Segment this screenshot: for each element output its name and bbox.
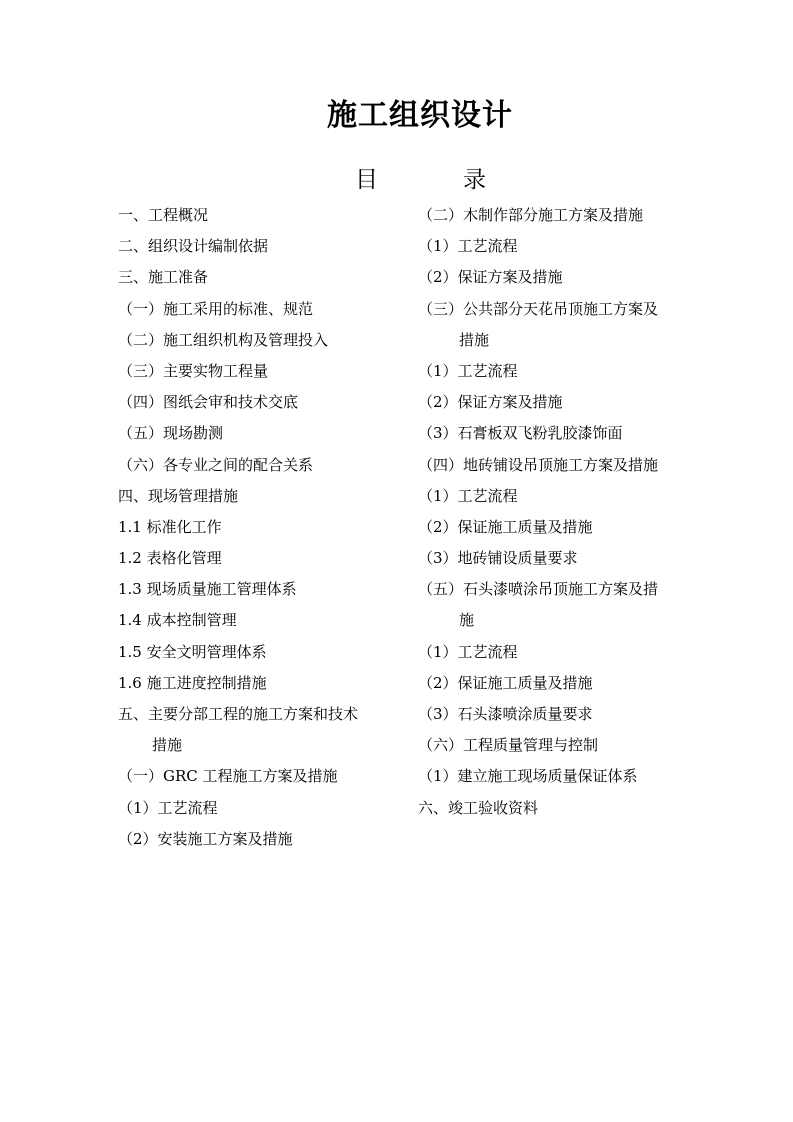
toc-entry: （1）工艺流程: [418, 486, 518, 505]
toc-entry: （六）工程质量管理与控制: [418, 736, 599, 755]
toc-entry-continuation: 措施: [459, 330, 490, 349]
toc-entry: 1.2 表格化管理: [118, 549, 222, 568]
toc-entry: 六、竣工验收资料: [418, 798, 539, 817]
toc-entry: （四）地砖铺设吊顶施工方案及措施: [418, 455, 659, 474]
toc-entry: 1.3 现场质量施工管理体系: [118, 580, 297, 599]
toc-entry: （1）工艺流程: [418, 642, 518, 661]
toc-entry: 1.1 标准化工作: [118, 517, 222, 536]
toc-entry: （一）GRC 工程施工方案及措施: [118, 767, 338, 786]
toc-entry: （四）图纸会审和技术交底: [118, 393, 299, 412]
toc-entry: （2）安装施工方案及措施: [118, 829, 293, 848]
toc-entry: （3）石头漆喷涂质量要求: [418, 705, 593, 723]
toc-entry-continuation: 措施: [152, 736, 183, 755]
toc-entry: （五）石头漆喷涂吊顶施工方案及措: [418, 580, 659, 599]
toc-left-column: [118, 200, 408, 855]
toc-entry: 1.6 施工进度控制措施: [118, 673, 267, 692]
toc-heading-lu: 录: [463, 167, 486, 193]
toc-entry: （2）保证施工质量及措施: [418, 673, 593, 692]
toc-entry: （3）石膏板双飞粉乳胶漆饰面: [418, 424, 623, 443]
toc-entry: （三）公共部分天花吊顶施工方案及: [418, 299, 659, 318]
toc-entry: （六）各专业之间的配合关系: [118, 455, 314, 474]
toc-entry: 二、组织设计编制依据: [118, 237, 269, 256]
toc-entry: （五）现场勘测: [118, 424, 224, 443]
toc-entry: （2）保证施工质量及措施: [418, 517, 593, 536]
toc-entry: 四、现场管理措施: [118, 486, 239, 505]
toc-entry: （二）施工组织机构及管理投入: [118, 330, 329, 349]
toc-entry: （3）地砖铺设质量要求: [418, 549, 578, 568]
toc-entry: （1）建立施工现场质量保证体系: [418, 767, 638, 786]
toc-entry: 一、工程概况: [118, 206, 209, 224]
toc-entry: （1）工艺流程: [418, 361, 518, 380]
toc-entry: 三、施工准备: [118, 268, 209, 287]
toc-entry-continuation: 施: [459, 611, 475, 630]
toc-entry: （1）工艺流程: [418, 237, 518, 256]
document-title: 施工组织设计: [327, 98, 513, 133]
toc-right-column: [418, 200, 693, 824]
toc-entry: （二）木制作部分施工方案及措施: [418, 206, 644, 224]
toc-entry: 1.4 成本控制管理: [118, 611, 237, 630]
toc-entry: （2）保证方案及措施: [418, 393, 563, 412]
toc-entry: （1）工艺流程: [118, 798, 218, 817]
toc-entry: （2）保证方案及措施: [418, 268, 563, 287]
toc-heading-mu: 目: [355, 167, 378, 193]
toc-entry: 1.5 安全文明管理体系: [118, 642, 267, 661]
toc-entry: （一）施工采用的标准、规范: [118, 299, 314, 318]
toc-entry: （三）主要实物工程量: [118, 361, 269, 380]
toc-entry: 五、主要分部工程的施工方案和技术: [118, 705, 359, 723]
